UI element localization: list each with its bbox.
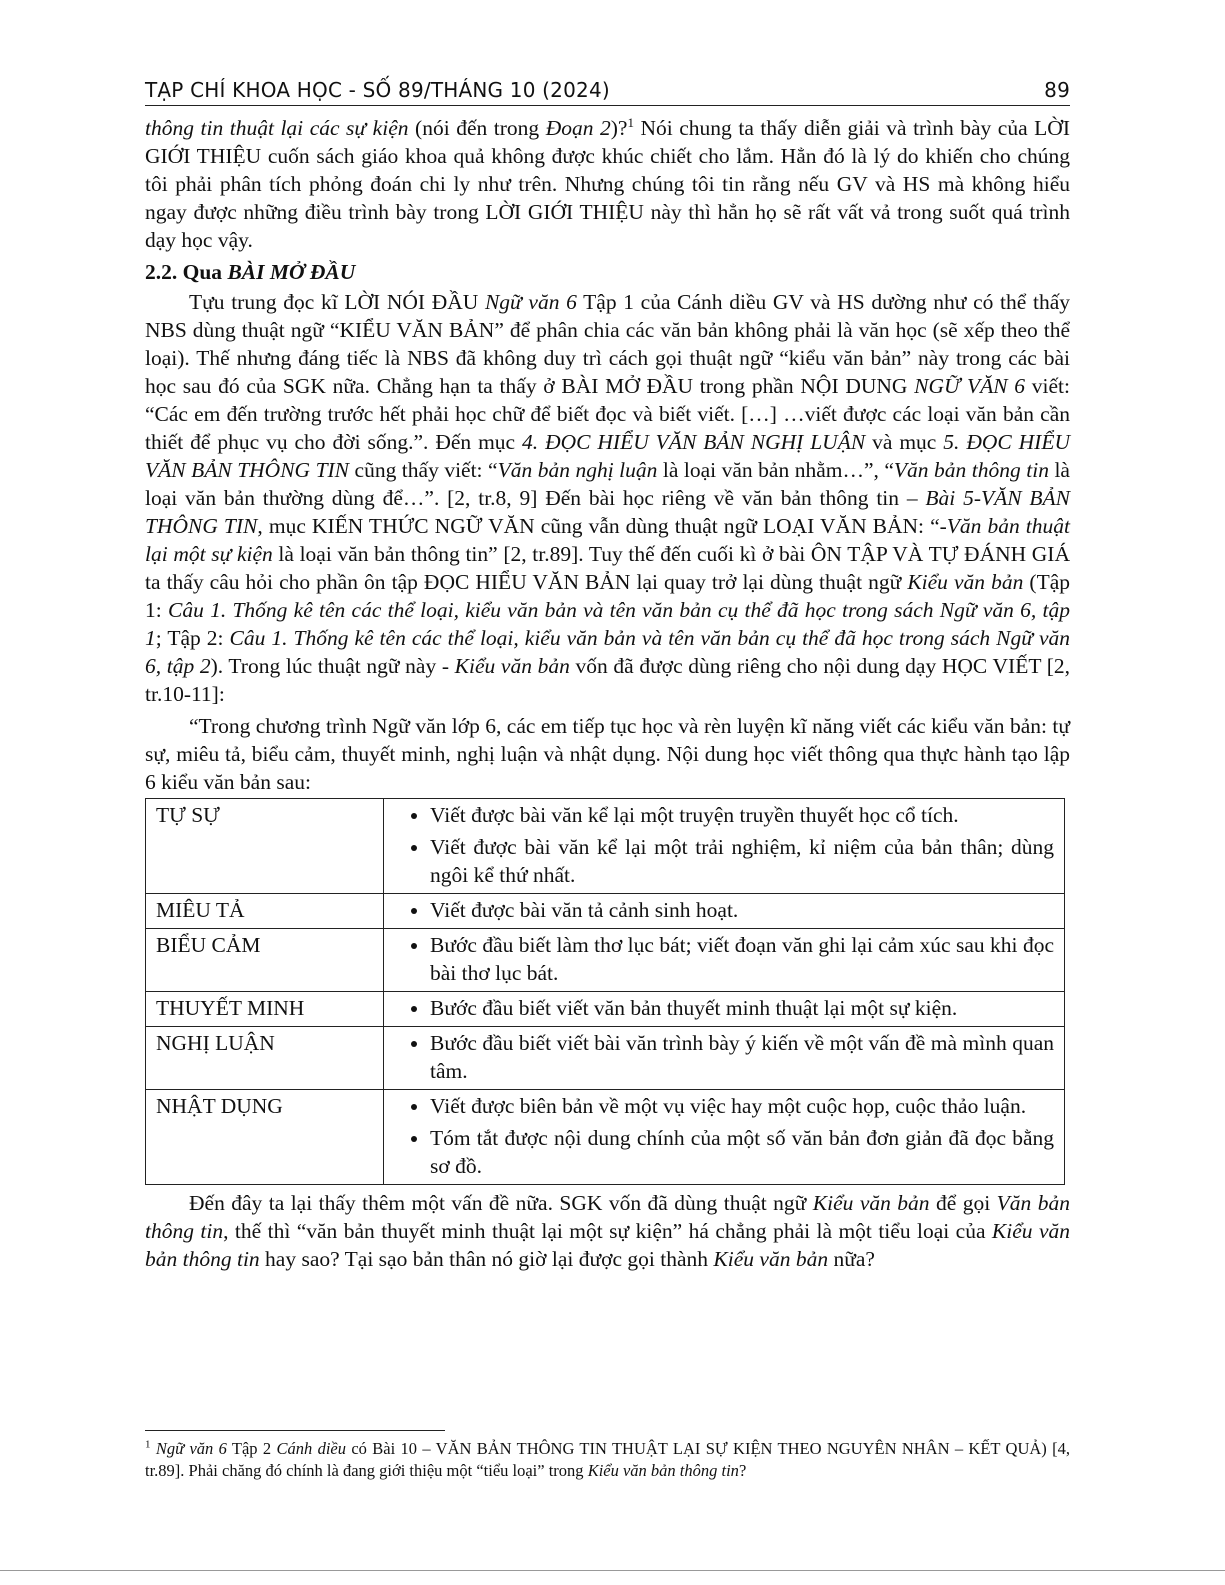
italic-span: Kiểu văn bản bbox=[454, 654, 570, 678]
table-cell-items bbox=[384, 992, 1065, 1027]
page bbox=[145, 78, 1070, 1273]
text-span: ? bbox=[738, 1461, 747, 1480]
italic-span: Văn bản nghị luận bbox=[497, 458, 658, 482]
text-span: Tựu trung đọc kĩ LỜI NÓI ĐẦU bbox=[189, 290, 485, 314]
italic-span: Kiểu văn bản bbox=[713, 1247, 829, 1271]
text-span: )? bbox=[610, 116, 628, 140]
text-span: Nói chung ta thấy diễn giải và trình bày của LỜI GIỚI THIỆU cuốn sách giáo khoa quả không được khúc chiết cho lắm. Hẳn đó là lý do khiến cho chúng tôi phải phân tích phỏng đoán chi ly như trên. Nhưng chúng tôi tin rằng nếu GV và HS mà không hiểu ngay được những điều trình bày trong LỜI GIỚI THIỆU này thì hẳn họ sẽ rất vất vả trong suốt quá trình dạy học vậy. bbox=[145, 116, 1070, 252]
text-span: , thế thì “văn bản thuyết minh thuật lại một sự kiện” há chẳng phải là một tiểu loại của bbox=[223, 1219, 992, 1243]
list-item: • Bước đầu biết viết bài văn trình bày ý kiến về một vấn đề mà mình quan tâm. bbox=[430, 1029, 1054, 1085]
text-span: nữa? bbox=[828, 1247, 875, 1271]
text-span: (Tập 1: bbox=[145, 570, 1071, 622]
table-cell-kind: TỰ SỰ bbox=[146, 799, 384, 894]
list-item: • Tóm tắt được nội dung chính của một số văn bản đơn giản đã đọc bằng sơ đồ. bbox=[430, 1124, 1054, 1180]
list-item: • Bước đầu biết viết văn bản thuyết minh thuật lại một sự kiện. bbox=[430, 994, 1054, 1022]
text-span: Đến đây ta lại thấy thêm một vấn đề nữa. SGK vốn đã dùng thuật ngữ bbox=[189, 1191, 813, 1215]
page-number: 89 bbox=[1044, 78, 1070, 102]
table-cell-kind: MIÊU TẢ bbox=[146, 894, 384, 929]
text-span: Tập 1 của Cánh diều GV và HS dường như có thể thấy NBS dùng thuật ngữ “KIỂU VĂN BẢN” để phân chia các văn bản không phải là văn học (sẽ xếp theo thể loại). Thế nhưng đáng tiếc là NBS đã không duy trì cách gọi thuật ngữ “kiểu văn bản” này trong các bài học sau đó của SGK nữa. Chẳng hạn ta thấy ở BÀI MỞ ĐẦU trong phần NỘI DUNG bbox=[145, 290, 1070, 398]
italic-span: thông tin thuật lại các sự kiện bbox=[145, 116, 409, 140]
table-cell-items bbox=[384, 1027, 1065, 1090]
text-span: ). Trong lúc thuật ngữ này - bbox=[210, 654, 455, 678]
footnote-ref[interactable]: 1 bbox=[627, 114, 634, 130]
page-bottom-edge bbox=[0, 1570, 1225, 1571]
text-span: hay sao? Tại sạo bản thân nó giờ lại được gọi thành bbox=[259, 1247, 714, 1271]
table-cell-items bbox=[384, 1090, 1065, 1185]
text-span: và mục bbox=[865, 430, 944, 454]
running-header bbox=[145, 78, 1070, 106]
text-types-table bbox=[145, 798, 1065, 1185]
italic-span: Ngữ văn 6 bbox=[484, 290, 577, 314]
table-row bbox=[146, 799, 1065, 894]
paragraph-main bbox=[145, 288, 1070, 708]
text-span: Tập 2 bbox=[226, 1439, 277, 1458]
italic-span: Kiểu văn bản thông tin bbox=[587, 1461, 739, 1480]
table-row bbox=[146, 1090, 1065, 1185]
table-cell-items bbox=[384, 799, 1065, 894]
section-title: BÀI MỞ ĐẦU bbox=[227, 260, 356, 284]
table-cell-kind: NHẬT DỤNG bbox=[146, 1090, 384, 1185]
text-span: có Bài 10 – VĂN BẢN THÔNG TIN THUẬT LẠI SỰ KIỆN THEO NGUYÊN NHÂN – KẾT QUẢ) [4, tr.89]. Phải chăng đó chính là đang giới thiệu một “tiểu loại” trong bbox=[145, 1439, 1071, 1480]
list-item: • Viết được bài văn kể lại một trải nghiệm, kỉ niệm của bản thân; dùng ngôi kể thứ nhất. bbox=[430, 833, 1054, 889]
text-span: là loại văn bản thường dùng để…”. [2, tr.8, 9] Đến bài học riêng về văn bản thông tin – bbox=[145, 458, 1070, 510]
table-row bbox=[146, 1027, 1065, 1090]
italic-span: Đoạn 2 bbox=[545, 116, 611, 140]
list-item: • Viết được bài văn kể lại một truyện truyền thuyết học cổ tích. bbox=[430, 801, 1054, 829]
text-span: vốn đã được dùng riêng cho nội dung dạy HỌC VIẾT [2, tr.10-11]: bbox=[145, 654, 1070, 706]
text-span: là loại văn bản nhằm…”, “ bbox=[657, 458, 894, 482]
italic-span: Ngữ văn 6 bbox=[155, 1439, 227, 1458]
section-number: 2.2. Qua bbox=[145, 260, 228, 284]
text-span: (nói đến trong bbox=[408, 116, 546, 140]
section-heading bbox=[145, 258, 1070, 286]
table-row bbox=[146, 929, 1065, 992]
italic-span: 5. ĐỌC HIỂU VĂN BẢN THÔNG TIN bbox=[145, 430, 1070, 482]
list-item: • Bước đầu biết làm thơ lục bát; viết đoạn văn ghi lại cảm xúc sau khi đọc bài thơ lục bát. bbox=[430, 931, 1054, 987]
text-span: là loại văn bản thông tin” [2, tr.89]. Tuy thế đến cuối kì ở bài ÔN TẬP VÀ TỰ ĐÁNH GIÁ ta thấy câu hỏi cho phần ôn tập ĐỌC HIỂU VĂN BẢN lại quay trở lại dùng thuật ngữ bbox=[145, 542, 1070, 594]
italic-span: Văn bản thông tin bbox=[893, 458, 1049, 482]
italic-span: Kiểu văn bản bbox=[907, 570, 1024, 594]
text-span: , mục KIẾN THỨC NGỮ VĂN cũng vẫn dùng thuật ngữ LOẠI VĂN BẢN: “- bbox=[257, 514, 947, 538]
footnote-separator bbox=[145, 1430, 445, 1431]
footnote bbox=[145, 1438, 1070, 1482]
italic-span: Bài 5-VĂN BẢN THÔNG TIN bbox=[145, 486, 1071, 538]
italic-span: Câu 1. Thống kê tên các thể loại, kiểu văn bản và tên văn bản cụ thể đã học trong sách Ngữ văn 6, tập 1 bbox=[145, 598, 1070, 650]
list-item: • Viết được biên bản về một vụ việc hay một cuộc họp, cuộc thảo luận. bbox=[430, 1092, 1054, 1120]
italic-span: Cánh diều bbox=[276, 1439, 347, 1458]
text-span: để gọi bbox=[929, 1191, 997, 1215]
italic-span: 4. ĐỌC HIỂU VĂN BẢN NGHỊ LUẬN bbox=[522, 430, 866, 454]
italic-span: Văn bản thông tin bbox=[145, 1191, 1070, 1243]
text-span: viết: “Các em đến trường trước hết phải học chữ để biết đọc và biết viết. […] …viết được các loại văn bản cần thiết để phục vụ cho đời sống.”. Đến mục bbox=[145, 374, 1070, 454]
italic-span: Kiểu văn bản bbox=[812, 1191, 930, 1215]
list-item: • Viết được bài văn tả cảnh sinh hoạt. bbox=[430, 896, 1054, 924]
paragraph-intro bbox=[145, 114, 1070, 254]
table-cell-kind: NGHỊ LUẬN bbox=[146, 1027, 384, 1090]
italic-span: Kiểu văn bản thông tin bbox=[145, 1219, 1070, 1271]
table-cell-kind: THUYẾT MINH bbox=[146, 992, 384, 1027]
table-cell-items bbox=[384, 894, 1065, 929]
paragraph-conclusion bbox=[145, 1189, 1070, 1273]
journal-title: TẠP CHÍ KHOA HỌC - SỐ 89/THÁNG 10 (2024) bbox=[145, 78, 610, 102]
table-row bbox=[146, 894, 1065, 929]
text-span: cũng thấy viết: “ bbox=[349, 458, 498, 482]
paragraph-quote: “Trong chương trình Ngữ văn lớp 6, các em tiếp tục học và rèn luyện kĩ năng viết các kiểu văn bản: tự sự, miêu tả, biểu cảm, thuyết minh, nghị luận và nhật dụng. Nội dung học viết thông qua thực hành tạo lập 6 kiểu văn bản sau: bbox=[145, 714, 1070, 794]
italic-span: NGỮ VĂN 6 bbox=[914, 374, 1026, 398]
italic-span: Văn bản thuật lại một sự kiện bbox=[145, 514, 1070, 566]
italic-span: Câu 1. Thống kê tên các thể loại, kiểu văn bản và tên văn bản cụ thể đã học trong sách Ngữ văn 6, tập 2 bbox=[145, 626, 1070, 678]
footnote-number: 1 bbox=[145, 1438, 151, 1451]
table-row bbox=[146, 992, 1065, 1027]
table-cell-kind: BIỂU CẢM bbox=[146, 929, 384, 992]
table-cell-items bbox=[384, 929, 1065, 992]
text-span: ; Tập 2: bbox=[155, 626, 230, 650]
